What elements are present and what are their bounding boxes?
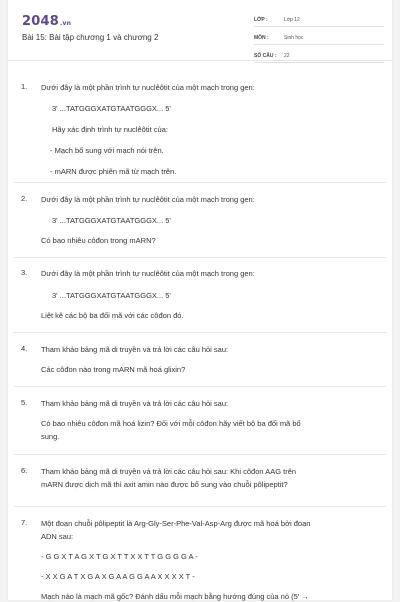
meta-row-subject	[254, 28, 384, 45]
document-header	[8, 0, 392, 61]
meta-info	[254, 10, 384, 64]
sequence-text: 3' ...TATGGGXATGTAATGGGX... 5'	[52, 216, 171, 225]
question-text: Liệt kê các bộ ba đối mã với các côđon đó.	[41, 311, 184, 320]
question-number: 7.	[21, 518, 28, 527]
meta-key: SỐ CÂU :	[254, 53, 277, 59]
meta-value: Sinh học	[284, 35, 304, 41]
meta-key: MÔN :	[254, 35, 269, 41]
question-divider	[14, 506, 386, 507]
question-number: 3.	[21, 268, 28, 277]
question-divider	[14, 257, 386, 258]
question-text: Tham khảo bảng mã di truyền và trả lời các câu hỏi sau:	[41, 399, 229, 408]
document-title: Bài 15: Bài tập chương 1 và chương 2	[22, 33, 159, 42]
question-text: sung.	[41, 432, 60, 441]
question-number: 2.	[21, 194, 28, 203]
question-text: Dưới đây là một phần trình tự nuclêôtit của một mạch trong gen:	[41, 195, 255, 204]
sequence-text: 3' ...TATGGGXATGTAATGGGX... 5'	[52, 291, 171, 300]
question-text: Có bao nhiêu côđon mã hoá lizin? Đối với mỗi côđon hãy viết bộ ba đối mã bổ	[41, 419, 301, 428]
question-text: Một đoạn chuỗi pôlipeptit là Arg-Gly-Ser-Phe-Val-Asp-Arg được mã hoá bởi đoạn	[41, 519, 311, 528]
meta-row-count	[254, 46, 384, 63]
meta-row-class	[254, 10, 384, 27]
question-text: Có bao nhiêu côđon trong mARN?	[41, 236, 156, 245]
meta-key: LỚP :	[254, 17, 268, 23]
meta-value: 22	[284, 53, 290, 59]
question-text: Tham khảo bảng mã di truyền và trả lời các câu hỏi sau:	[41, 345, 229, 354]
logo-text: 2048	[22, 14, 59, 29]
question-text: Tham khảo bảng mã di truyền và trả lời các câu hỏi sau: Khi côđon AAG trên	[41, 467, 297, 476]
question-text: mARN được dịch mã thì axit amin nào được bổ sung vào chuỗi pôlipeptit?	[41, 480, 288, 489]
sub-item: - Mạch bổ sung với mạch nói trên.	[50, 146, 164, 155]
question-number: 4.	[21, 344, 28, 353]
question-text: Dưới đây là một phần trình tự nuclêôtit của một mạch trong gen:	[41, 83, 255, 92]
sequence-text: 3' ...TATGGGXATGTAATGGGX... 5'	[52, 104, 171, 113]
question-number: 1.	[21, 82, 28, 91]
site-logo[interactable]	[22, 14, 71, 29]
sub-item: - mARN được phiên mã từ mạch trên.	[50, 167, 177, 176]
meta-value: Lớp 12	[284, 17, 300, 23]
question-divider	[14, 386, 386, 387]
logo-domain: .vn	[59, 20, 72, 27]
question-text: Hãy xác định trình tự nuclêôtit của:	[52, 125, 168, 134]
dna-strand: - G G X T A G X T G X T T X X T T G G G G A -	[41, 552, 198, 561]
question-divider	[14, 332, 386, 333]
question-text: Dưới đây là một phần trình tự nuclêôtit của một mạch trong gen:	[41, 269, 255, 278]
question-number: 6.	[21, 466, 28, 475]
question-text: Các côđon nào trong mARN mã hoá glixin?	[41, 365, 186, 374]
question-text: ADN sau:	[41, 532, 74, 541]
question-number: 5.	[21, 398, 28, 407]
question-divider	[14, 454, 386, 455]
dna-strand: - X X G A T X G A X G A A G G A A X X X X T -	[41, 572, 195, 581]
document-page	[8, 0, 392, 600]
question-text: Mạch nào là mạch mã gốc? Đánh dấu mỗi mạch bằng hướng đúng của nó (5' →	[41, 592, 309, 601]
question-divider	[14, 182, 386, 183]
